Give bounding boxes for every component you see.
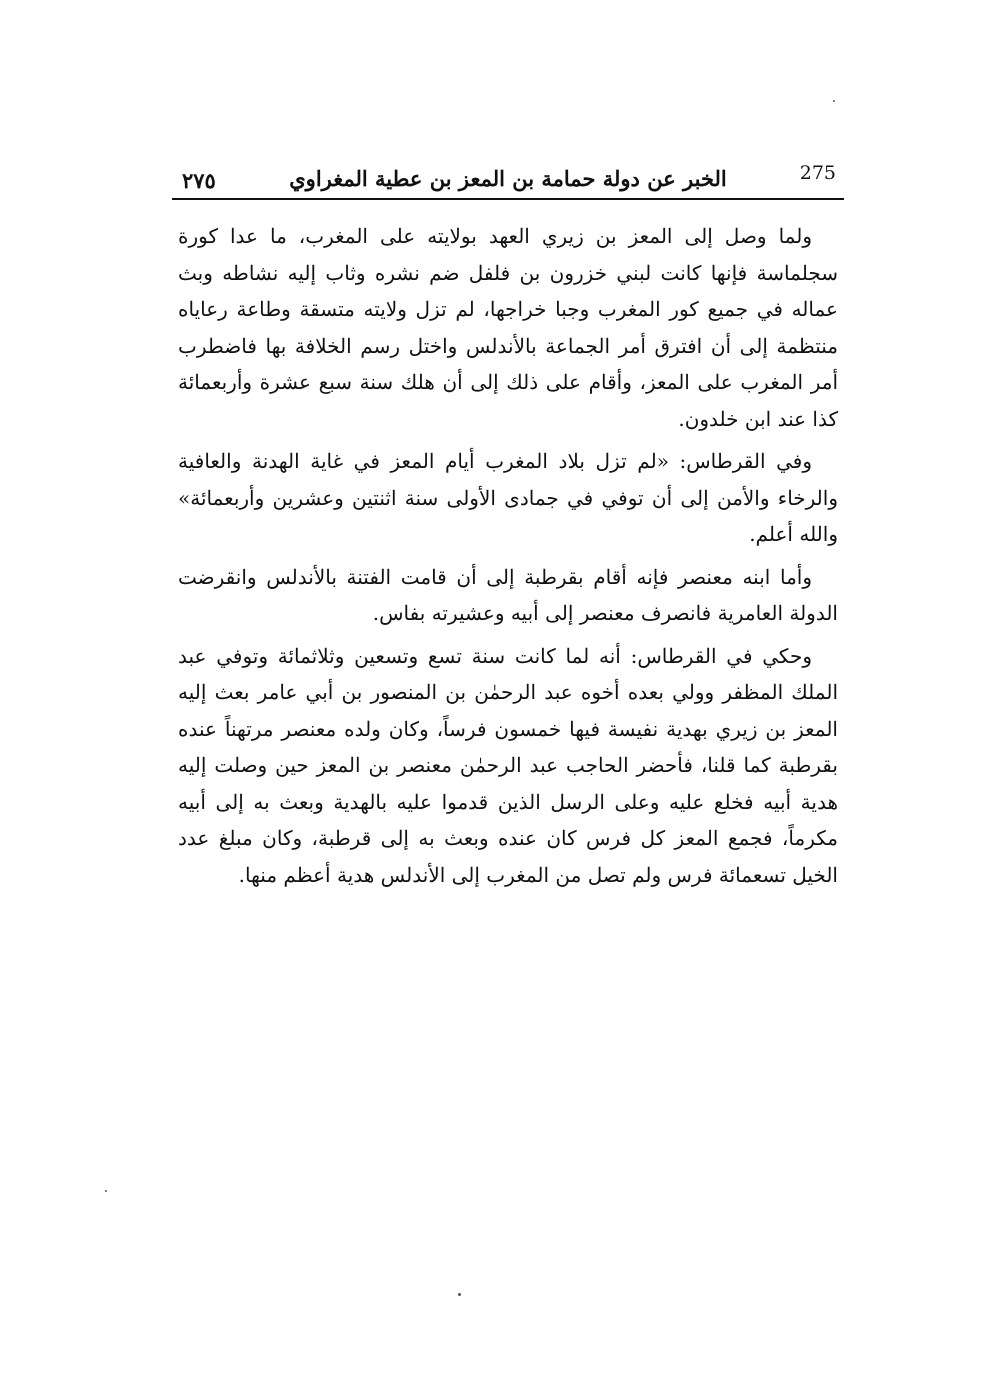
- paragraph: وحكي في القرطاس: أنه لما كانت سنة تسع وتسعين وثلاثمائة وتوفي عبد الملك المظفر وولي بعده أخوه عبد الرحمٰن بن المنصور بن أبي عامر بعث إليه المعز بن زيري بهدية نفيسة فيها خمسون فرساً، وكان ولده معنصر مرتهناً عنده بقرطبة كما قلنا، فأحضر الحاجب عبد الرحمٰن معنصر بن المعز حين وصلت إليه هدية أبيه فخلع عليه وعلى الرسل الذين قدموا عليه بالهدية وبعث به إلى أبيه مكرماً، فجمع المعز كل فرس كان عنده وبعث به إلى قرطبة، وكان مبلغ عدد الخيل تسعمائة فرس ولم تصل من المغرب إلى الأندلس هدية أعظم منها.: [178, 643, 838, 887]
- scan-speck: [105, 1190, 107, 1192]
- header-rule: [172, 198, 844, 200]
- scan-speck: [458, 1293, 461, 1296]
- page-number-arabic: ٢٧٥: [182, 168, 216, 193]
- paragraph: ولما وصل إلى المعز بن زيري العهد بولايته على المغرب، ما عدا كورة سجلماسة فإنها كانت لبني خزرون بن فلفل ضم نشره وثاب إليه نشاطه وبث عماله في جميع كور المغرب وجبا خراجها، لم تزل ولايته متسقة وطاعة رعاياه منتظمة إلى أن افترق أمر الجماعة بالأندلس واختل رسم الخلافة بها فاضطرب أمر المغرب على المعز، وأقام على ذلك إلى أن هلك سنة سبع عشرة وأربعمائة كذا عند ابن خلدون.: [178, 224, 838, 431]
- running-title: الخبر عن دولة حمامة بن المعز بن عطية المغراوي: [289, 166, 727, 191]
- page-header: [172, 160, 844, 200]
- paragraph: وفي القرطاس: «لم تزل بلاد المغرب أيام المعز في غاية الهدنة والعافية والرخاء والأمن إلى أن توفي في جمادى الأولى سنة اثنتين وعشرين وأربعمائة» والله أعلم.: [178, 449, 838, 546]
- body-text: [178, 218, 838, 899]
- scan-speck: [833, 100, 835, 102]
- page-number-latin: 275: [799, 162, 836, 184]
- paragraph: وأما ابنه معنصر فإنه أقام بقرطبة إلى أن قامت الفتنة بالأندلس وانقرضت الدولة العامرية فانصرف معنصر إلى أبيه وعشيرته بفاس.: [178, 564, 838, 625]
